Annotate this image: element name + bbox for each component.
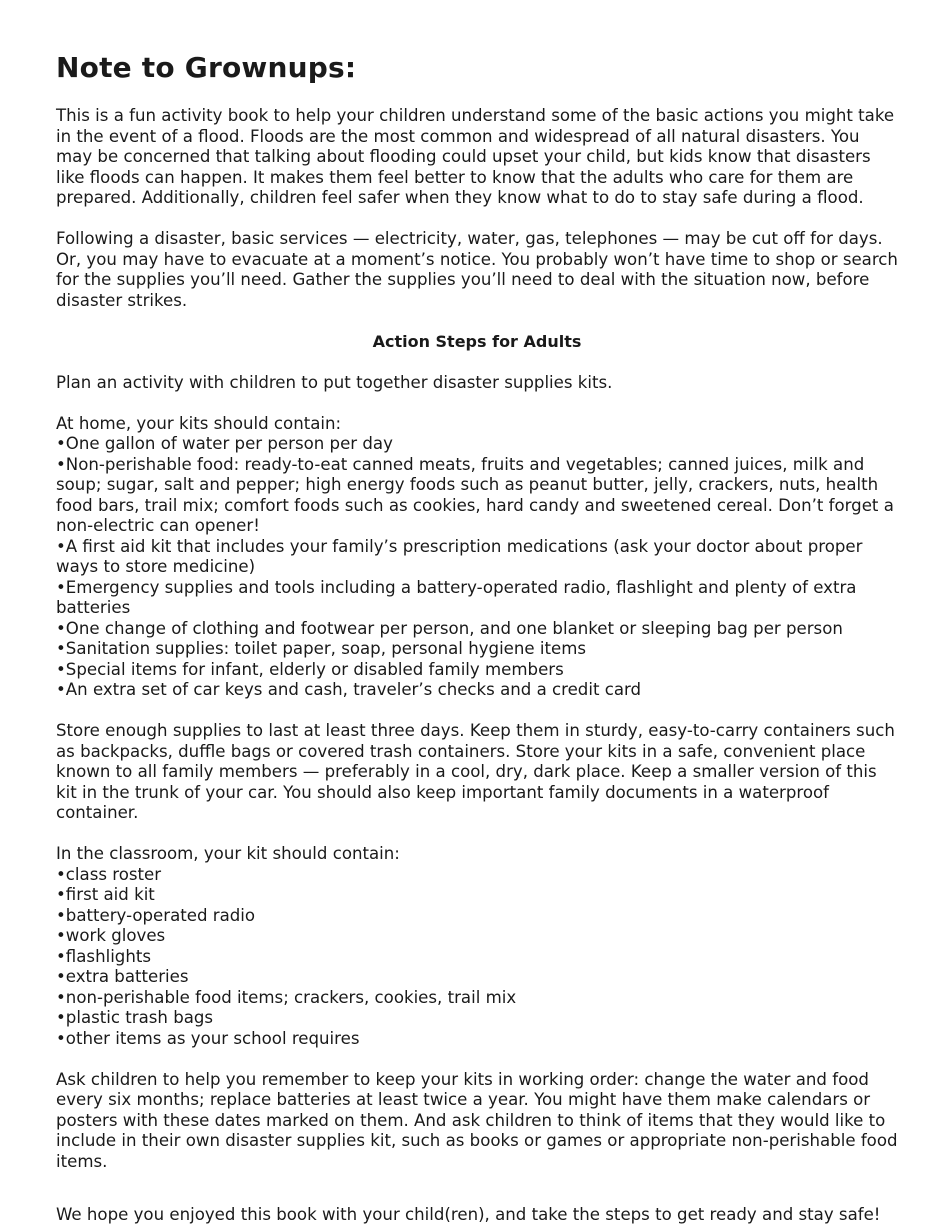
classroom-kit-list (56, 865, 898, 1050)
bullet-icon: • (56, 864, 66, 884)
list-item (56, 947, 898, 968)
page-title: Note to Grownups: (56, 51, 357, 84)
list-item (56, 578, 898, 619)
bullet-icon: • (56, 659, 66, 679)
list-item-text: Sanitation supplies: toilet paper, soap, personal hygiene items (65, 639, 587, 658)
list-item-text: Emergency supplies and tools including a battery-operated radio, flashlight and plenty of extra batteries (56, 577, 857, 617)
list-item (56, 885, 898, 906)
bullet-icon: • (56, 639, 66, 658)
maintenance-paragraph: Ask children to help you remember to keep your kits in working order: change the water and food every six months; replace batteries at least twice a year. You might have them make calendars or posters with these dates marked on them. And ask children to think of items that they would like to include in their own disaster supplies kit, such as books or games or appropriate non-perishable food items. (56, 1069, 898, 1171)
list-item-text: Special items for infant, elderly or disabled family members (65, 659, 564, 679)
bullet-icon: • (56, 536, 66, 556)
list-item-text: flashlights (65, 946, 152, 966)
list-item-text: first aid kit (65, 885, 155, 904)
list-item (56, 660, 898, 681)
list-item-text: extra batteries (65, 967, 189, 986)
bullet-icon: • (56, 1008, 66, 1027)
list-item-text: work gloves (65, 926, 166, 945)
list-item-text: plastic trash bags (65, 1008, 214, 1027)
list-item-text: other items as your school requires (65, 1028, 360, 1048)
list-item (56, 434, 898, 455)
list-item (56, 926, 898, 947)
list-item (56, 988, 898, 1009)
home-kit-list (56, 434, 898, 701)
bullet-icon: • (56, 885, 66, 904)
document-page (56, 50, 898, 1226)
list-item-text: non-perishable food items; crackers, cookies, trail mix (65, 987, 517, 1007)
list-item (56, 680, 898, 701)
list-item (56, 1029, 898, 1050)
bullet-icon: • (56, 577, 66, 597)
bullet-icon: • (56, 454, 66, 474)
list-item-text: battery-operated radio (65, 905, 256, 925)
intro-paragraph-1: This is a fun activity book to help your children understand some of the basic actions you might take in the event of a flood. Floods are the most common and widespread of all natural disasters. You may be concerned that talking about flooding could upset your child, but kids know that disasters like floods can happen. It makes them feel better to know that the adults who care for them are prepared. Additionally, children feel safer when they know what to do to stay safe during a flood. (56, 106, 895, 207)
home-kit-intro: At home, your kits should contain: (56, 413, 342, 433)
bullet-icon: • (56, 680, 66, 699)
section-heading: Action Steps for Adults (372, 331, 582, 351)
closing-paragraph: We hope you enjoyed this book with your child(ren), and take the steps to get ready and stay safe! (56, 1205, 881, 1224)
classroom-kit-intro: In the classroom, your kit should contain: (56, 844, 400, 863)
list-item (56, 455, 898, 537)
bullet-icon: • (56, 926, 66, 945)
bullet-icon: • (56, 434, 66, 453)
list-item-text: A first aid kit that includes your family’s prescription medications (ask your doctor about proper ways to store medicine) (56, 536, 863, 576)
list-item (56, 619, 898, 640)
list-item-text: An extra set of car keys and cash, traveler’s checks and a credit card (65, 680, 642, 699)
list-item (56, 639, 898, 660)
list-item-text: One change of clothing and footwear per person, and one blanket or sleeping bag per person (65, 618, 843, 638)
bullet-icon: • (56, 946, 66, 966)
list-item-text: class roster (65, 864, 162, 884)
bullet-icon: • (56, 618, 66, 638)
list-item-text: Non-perishable food: ready-to-eat canned meats, fruits and vegetables; canned juices, milk and soup; sugar, salt and pepper; high energy foods such as peanut butter, jelly, crackers, nuts, health food bars, trail mix; comfort foods such as cookies, hard candy and sweetened cereal. Don’t forget a non-electric can opener! (56, 454, 894, 535)
list-item-text: One gallon of water per person per day (65, 434, 393, 453)
bullet-icon: • (56, 1028, 66, 1048)
plan-text: Plan an activity with children to put together disaster supplies kits. (56, 372, 613, 392)
bullet-icon: • (56, 987, 66, 1007)
list-item (56, 906, 898, 927)
bullet-icon: • (56, 905, 66, 925)
list-item (56, 967, 898, 988)
list-item (56, 537, 898, 578)
list-item (56, 865, 898, 886)
intro-paragraph-2: Following a disaster, basic services — electricity, water, gas, telephones — may be cut off for days. Or, you may have to evacuate at a moment’s notice. You probably won’t have time to shop or search for the supplies you’ll need. Gather the supplies you’ll need to deal with the situation now, before disaster strikes. (56, 229, 898, 310)
bullet-icon: • (56, 967, 66, 986)
storage-paragraph: Store enough supplies to last at least three days. Keep them in sturdy, easy-to-carry containers such as backpacks, duffle bags or covered trash containers. Store your kits in a safe, convenient place known to all family members — preferably in a cool, dry, dark place. Keep a smaller version of this kit in the trunk of your car. You should also keep important family documents in a waterproof container. (56, 721, 895, 822)
list-item (56, 1008, 898, 1029)
